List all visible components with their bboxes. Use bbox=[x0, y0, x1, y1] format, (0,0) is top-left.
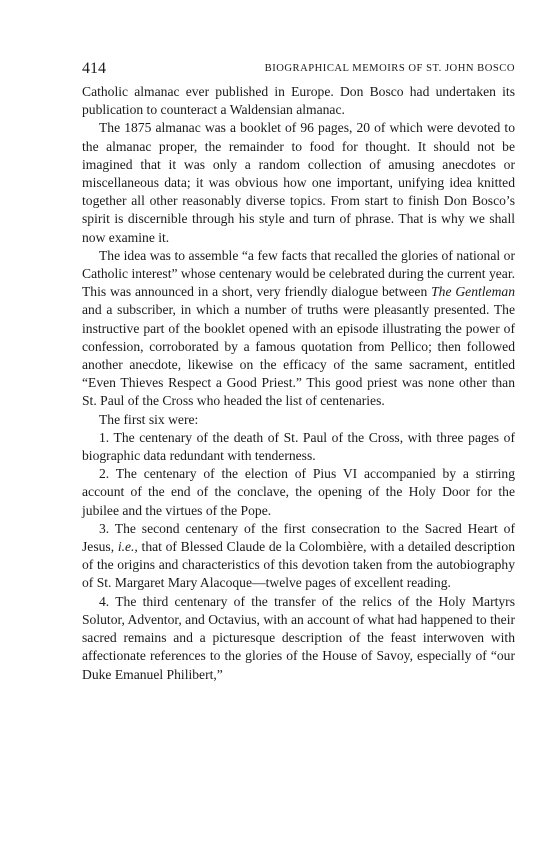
running-header bbox=[82, 58, 515, 80]
page-number: 414 bbox=[82, 60, 106, 77]
list-item-text-before: 3. The second centenary of the first consecration to the Sacred Heart of Jesus, bbox=[82, 520, 515, 555]
list-item-text-after: that of Blessed Claude de la Colombière, with a detailed description of the origins and characteristics of this devotion taken from the autobiography of St. Margaret Mary Alacoque—twelve pages of excellent reading. bbox=[82, 539, 515, 591]
paragraph-text-before: The idea was to assemble “a few facts that recalled the glories of national or Catholic interest” whose centenary would be celebrated during the current year. This was announced in a short, very friendly dialogue between bbox=[82, 247, 515, 300]
list-item-4: 4. The third centenary of the transfer of the relics of the Holy Martyrs Solutor, Adventor, and Octavius, with an account of what had happened to their sacred remains and a picturesque description of the feast interwoven with affectionate references to the glories of the House of Savoy, especially of “our Duke Emanuel Philibert,” bbox=[82, 593, 515, 682]
book-page bbox=[82, 58, 515, 684]
paragraph-centenaries-idea bbox=[82, 247, 515, 411]
running-title: BIOGRAPHICAL MEMOIRS OF ST. JOHN BOSCO bbox=[264, 63, 515, 74]
paragraph-text-after: and a subscriber, in which a number of truths were pleasantly presented. The instructive part of the booklet opened with an episode illustrating the power of confession, corroborated by a famous quotation from Pellico; then followed another anecdote, likewise on the efficacy of the same sacrament, entitled “Even Thieves Respect a Good Priest.” This good priest was none other than St. Paul of the Cross who headed the list of centenaries. bbox=[82, 302, 515, 409]
paragraph-continuation: Catholic almanac ever published in Europe. Don Bosco had undertaken its publication to counteract a Waldensian almanac. bbox=[82, 84, 515, 118]
list-item-1: 1. The centenary of the death of St. Paul of the Cross, with three pages of biographic data redundant with tenderness. bbox=[82, 429, 515, 464]
body-text bbox=[82, 83, 515, 684]
paragraph-first-six: The first six were: bbox=[99, 411, 199, 427]
list-item-3 bbox=[82, 520, 515, 593]
paragraph-almanac-1875: The 1875 almanac was a booklet of 96 pages, 20 of which were devoted to the almanac proper, the remainder to food for thought. It should not be imagined that it was only a random collection of amusing anecdotes or miscellaneous data; it was obvious how one important, unifying idea knitted together all other reasonably diverse topics. From start to finish Don Bosco’s spirit is discernible through his style and turn of phrase. That is why we shall now examine it. bbox=[82, 120, 515, 245]
italic-title-the-gentleman: The Gentleman bbox=[431, 284, 516, 300]
list-item-2: 2. The centenary of the election of Pius VI accompanied by a stirring account of the end of the conclave, the opening of the Holy Door for the jubilee and the virtues of the Pope. bbox=[82, 466, 515, 518]
italic-abbreviation-ie: i.e., bbox=[117, 539, 138, 555]
